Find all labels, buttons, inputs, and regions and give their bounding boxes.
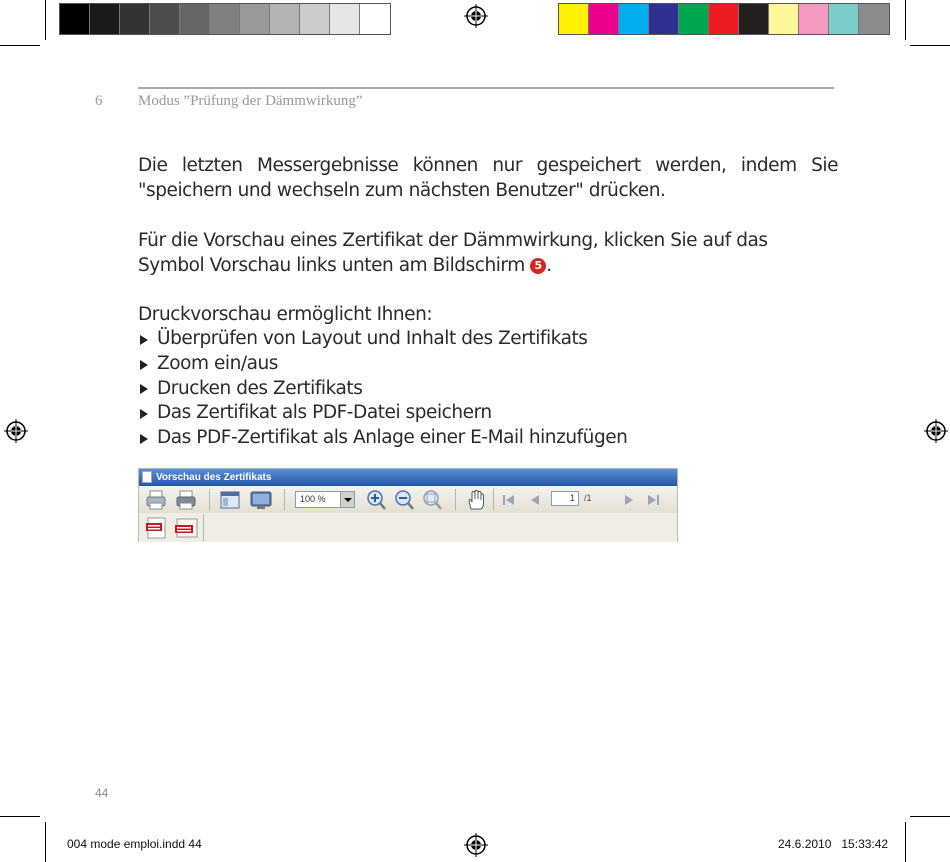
printer-setup-icon[interactable]	[145, 489, 167, 511]
section-title: Modus ”Prüfung der Dämmwirkung”	[138, 93, 363, 109]
first-page-icon[interactable]	[501, 492, 517, 508]
bullet-triangle-icon	[140, 335, 148, 345]
list-item-text: Zoom ein/aus	[157, 352, 278, 374]
crop-mark	[910, 816, 950, 817]
color-swatch	[589, 4, 619, 34]
list-item-text: Das PDF-Zertifikat als Anlage einer E-Mail hinzufügen	[157, 427, 628, 449]
bullet-triangle-icon	[140, 360, 148, 370]
previous-page-icon[interactable]	[527, 492, 543, 508]
preview-window-titlebar	[139, 469, 677, 486]
color-swatch	[559, 4, 589, 34]
color-swatch	[180, 4, 210, 34]
toolbar-separator	[209, 489, 210, 510]
page-number: 44	[95, 786, 109, 800]
crop-mark	[905, 822, 906, 862]
color-swatch	[150, 4, 180, 34]
zoom-fit-icon[interactable]	[421, 489, 443, 511]
toolbar-separator	[284, 489, 285, 510]
list-item-text: Drucken des Zertifikats	[157, 377, 363, 399]
color-swatch	[270, 4, 300, 34]
print-icon[interactable]	[175, 489, 197, 511]
email-pdf-icon[interactable]	[173, 516, 201, 540]
callout-number-badge: 5	[530, 258, 546, 274]
bullet-triangle-icon	[140, 384, 148, 394]
slug-datetime: 24.6.2010 15:33:42	[778, 837, 889, 851]
registration-mark-icon	[464, 4, 488, 28]
color-swatch	[330, 4, 360, 34]
zoom-out-icon[interactable]	[393, 489, 415, 511]
list-item	[140, 352, 627, 377]
page-number-input[interactable]: 1	[551, 491, 579, 506]
next-page-icon[interactable]	[621, 492, 637, 508]
toolbar-separator	[493, 489, 494, 510]
crop-mark	[45, 822, 46, 862]
paragraph-save-results: Die letzten Messergebnisse können nur gespeichert werden, indem Sie "speichern und wechseln zum nächsten Benutzer" drücken.	[138, 155, 838, 201]
color-swatch	[859, 4, 889, 34]
color-swatch	[210, 4, 240, 34]
registration-mark-icon	[924, 419, 948, 443]
chevron-down-icon[interactable]	[340, 492, 354, 507]
list-item	[140, 377, 627, 402]
zoom-select[interactable]	[295, 491, 355, 508]
color-swatch	[60, 4, 90, 34]
pan-hand-icon[interactable]	[465, 489, 487, 511]
toolbar-row-export	[139, 513, 677, 542]
feature-list	[140, 327, 627, 451]
list-item-text: Das Zertifikat als PDF-Datei speichern	[157, 402, 492, 424]
toolbar-row-main	[139, 486, 677, 513]
paragraph-preview-end: .	[546, 255, 552, 276]
color-bar-process	[558, 3, 890, 35]
color-swatch	[709, 4, 739, 34]
color-swatch	[799, 4, 829, 34]
paragraph-preview-text: Für die Vorschau eines Zertifikat der Dämmwirkung, klicken Sie auf das Symbol Vorschau links unten am Bildschirm	[138, 230, 768, 276]
registration-mark-icon	[464, 833, 488, 857]
list-item	[140, 327, 627, 352]
color-swatch	[649, 4, 679, 34]
crop-mark	[905, 0, 906, 40]
crop-mark	[45, 0, 46, 40]
list-item-text: Überprüfen von Layout und Inhalt des Zertifikats	[157, 328, 588, 349]
color-bar-grayscale	[59, 3, 391, 35]
list-intro: Druckvorschau ermöglicht Ihnen:	[138, 304, 433, 325]
page-total: /1	[584, 493, 592, 503]
zoom-select-value: 100 %	[300, 494, 326, 504]
crop-mark	[910, 45, 950, 46]
color-swatch	[300, 4, 330, 34]
color-swatch	[739, 4, 769, 34]
crop-mark	[0, 45, 40, 46]
color-swatch	[90, 4, 120, 34]
toolbar-separator	[455, 489, 456, 510]
section-number: 6	[95, 93, 103, 109]
bullet-triangle-icon	[140, 434, 148, 444]
color-swatch	[120, 4, 150, 34]
page-layout-icon[interactable]	[219, 489, 241, 511]
color-swatch	[769, 4, 799, 34]
color-swatch	[829, 4, 859, 34]
list-item	[140, 426, 627, 451]
header-rule	[138, 87, 834, 89]
last-page-icon[interactable]	[645, 492, 661, 508]
bullet-triangle-icon	[140, 409, 148, 419]
crop-mark	[0, 816, 40, 817]
list-item	[140, 401, 627, 426]
color-swatch	[679, 4, 709, 34]
monitor-icon[interactable]	[249, 489, 273, 511]
paragraph-preview	[138, 228, 838, 278]
color-swatch	[360, 4, 390, 34]
color-swatch	[619, 4, 649, 34]
preview-window-title: Vorschau des Zertifikats	[156, 472, 272, 483]
document-icon	[142, 471, 152, 483]
color-swatch	[240, 4, 270, 34]
save-pdf-icon[interactable]	[145, 516, 169, 540]
slug-filename: 004 mode emploi.indd 44	[67, 837, 202, 851]
zoom-in-icon[interactable]	[365, 489, 387, 511]
preview-window-toolbar	[138, 468, 678, 542]
toolbar-separator	[203, 514, 204, 541]
registration-mark-icon	[4, 419, 28, 443]
